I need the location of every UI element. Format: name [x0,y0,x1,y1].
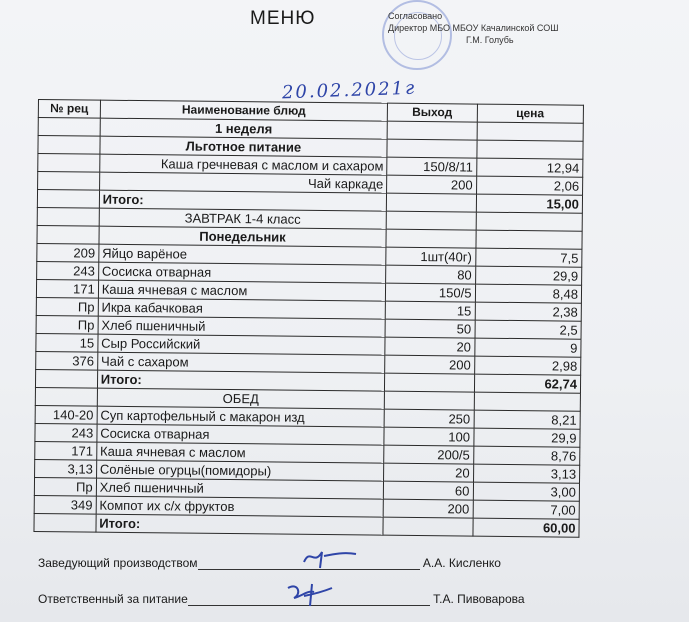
dish-name: Каша гречневая с маслом и сахаром [99,154,387,175]
dish-price: 2,5 [475,320,582,339]
recipe-number: Пр [34,477,96,496]
recipe-number: Пр [36,297,98,316]
handwritten-signature [300,544,360,575]
day-label: Понедельник [99,226,387,247]
total-value: 60,00 [472,518,579,537]
dish-price: 29,9 [475,266,582,285]
header-portion: Выход [387,103,477,122]
dish-price: 8,21 [474,410,581,429]
dish-price: 3,13 [473,464,580,483]
dish-portion: 200 [383,499,473,518]
dish-portion: 250 [384,409,474,428]
dish-name: Сосиска отварная [97,424,385,445]
dish-portion: 200 [385,355,475,374]
recipe-number: 243 [35,423,97,442]
dish-price: 2,98 [474,356,581,375]
nutrition-name: Т.А. Пивоварова [433,592,525,606]
approval-signatory: Г.М. Голубь [466,35,514,45]
dish-price: 2,38 [475,302,582,321]
recipe-number: 171 [36,279,98,298]
recipe-number: 171 [35,441,97,460]
approval-label: Согласовано [388,11,443,21]
dish-name: Сыр Российский [98,334,386,355]
dish-name: Сосиска отварная [98,262,386,283]
dish-portion: 150/8/11 [387,157,477,176]
dish-name: Суп картофельный с макарон изд [97,406,385,427]
dish-price: 2,06 [476,176,583,195]
recipe-number: Пр [36,315,98,334]
week-label: 1 неделя [100,118,388,139]
dish-name: Солёные огурцы(помидоры) [96,460,384,481]
dish-portion: 20 [384,463,474,482]
dish-price: 8,76 [473,446,580,465]
dish-name: Компот их с/х фруктов [96,496,384,517]
total-value: 15,00 [476,194,583,213]
dish-portion: 80 [386,265,476,284]
header-price: цена [477,104,584,123]
production-signature-line [38,556,501,570]
dish-price: 7,5 [475,248,582,267]
dish-portion: 20 [385,337,475,356]
dish-name: Чай каркаде [99,172,387,193]
recipe-number: 349 [34,495,96,514]
total-label: Итого: [96,514,384,535]
dish-name: Икра кабачковая [98,298,386,319]
dish-name: Хлеб пшеничный [98,316,386,337]
dish-portion: 1шт(40г) [386,247,476,266]
header-dish-name: Наименование блюд [100,100,388,121]
nutrition-label: Ответственный за питание [38,592,188,606]
recipe-number: 209 [37,243,99,262]
recipe-number: 15 [36,333,98,352]
dish-name: Чай с сахаром [97,352,385,373]
dish-price: 8,48 [475,284,582,303]
total-label: Итого: [99,190,387,211]
menu-table [33,99,584,538]
production-label: Заведующий производством [38,556,198,570]
dish-portion: 15 [385,301,475,320]
recipe-number: 140-20 [35,405,97,424]
page-title: МЕНЮ [250,8,316,29]
dish-name: Каша ячневая с маслом [98,280,386,301]
header-recipe-number: № рец [38,100,100,119]
dish-portion: 200 [387,175,477,194]
handwritten-date: 20.02.2021г [281,77,417,104]
recipe-number: 3,13 [35,459,97,478]
recipe-number: 376 [36,351,98,370]
dish-price: 3,00 [473,482,580,501]
dish-portion: 50 [385,319,475,338]
total-label: Итого: [97,370,385,391]
dish-portion: 100 [384,427,474,446]
section-breakfast: ЗАВТРАК 1-4 класс [99,208,387,229]
production-name: А.А. Кисленко [422,556,501,570]
total-value: 62,74 [474,374,581,393]
dish-portion: 150/5 [386,283,476,302]
section-lunch: ОБЕД [97,388,385,409]
dish-name: Яйцо варёное [99,244,387,265]
dish-price: 29,9 [473,428,580,447]
approval-block [388,10,558,46]
dish-portion: 60 [383,481,473,500]
dish-price: 7,00 [473,500,580,519]
recipe-number: 243 [37,261,99,280]
dish-portion: 200/5 [384,445,474,464]
approval-director: Директор МБО МБОУ Качалинской СОШ [388,23,559,33]
dish-price: 9 [474,338,581,357]
handwritten-signature [282,580,342,613]
dish-name: Хлеб пшеничный [96,478,384,499]
dish-price: 12,94 [476,158,583,177]
section-lgot: Льготное питание [100,136,388,157]
dish-name: Каша ячневая с маслом [96,442,384,463]
